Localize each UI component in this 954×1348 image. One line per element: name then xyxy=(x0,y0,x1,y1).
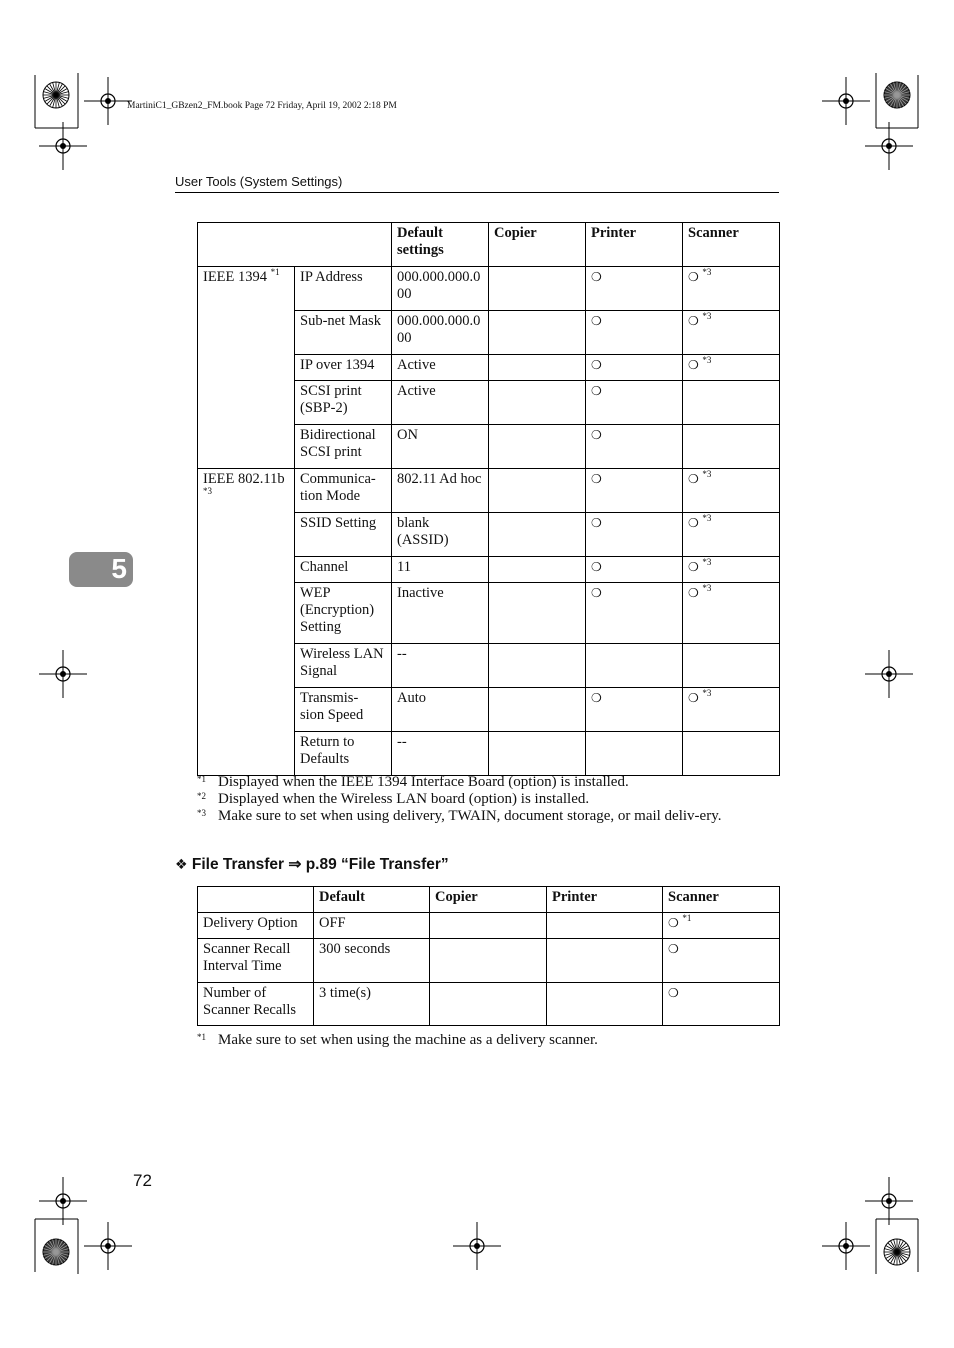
table-row xyxy=(198,983,780,1026)
setting-name: Return to Defaults xyxy=(295,732,392,776)
available-icon: ❍ xyxy=(591,270,602,284)
footnotes-file-transfer xyxy=(197,1032,779,1049)
col-header-scanner: Scanner xyxy=(663,887,780,913)
available-icon: ❍ xyxy=(591,384,602,398)
copier-cell xyxy=(489,557,586,583)
available-icon: ❍ xyxy=(688,560,699,574)
copier-cell xyxy=(489,425,586,469)
default-value: Active xyxy=(392,355,489,381)
table-row xyxy=(198,469,780,513)
header-blank-cell xyxy=(198,887,314,913)
available-icon: ❍ xyxy=(591,516,602,530)
printer-cell xyxy=(586,513,683,557)
footnote-ref: *3 xyxy=(702,311,712,321)
copier-cell xyxy=(489,381,586,425)
available-icon: ❍ xyxy=(591,428,602,442)
section-title: File Transfer xyxy=(191,856,285,873)
scanner-cell xyxy=(683,267,780,311)
available-icon: ❍ xyxy=(591,691,602,705)
printer-cell xyxy=(586,425,683,469)
printer-cell xyxy=(586,644,683,688)
available-icon: ❍ xyxy=(688,314,699,328)
table-row xyxy=(198,267,780,311)
available-icon: ❍ xyxy=(591,586,602,600)
registration-target-icon xyxy=(822,77,870,125)
setting-name: IP Address xyxy=(295,267,392,311)
available-icon: ❍ xyxy=(668,916,679,930)
available-icon: ❍ xyxy=(688,691,699,705)
footnote-text: Displayed when the Wireless LAN board (option) is installed. xyxy=(218,791,590,807)
scanner-cell xyxy=(683,732,780,776)
footnote-mark: *2 xyxy=(197,791,206,801)
header-rule xyxy=(175,192,779,193)
registration-sunburst-icon xyxy=(43,1239,69,1265)
col-header-printer: Printer xyxy=(547,887,663,913)
col-header-printer: Printer xyxy=(586,223,683,267)
group-label-cell xyxy=(198,469,295,776)
setting-name: Transmis- sion Speed xyxy=(295,688,392,732)
copier-cell xyxy=(489,644,586,688)
running-header: User Tools (System Settings) xyxy=(175,174,343,189)
page-number: 72 xyxy=(133,1171,152,1190)
chapter-number: 5 xyxy=(111,553,127,584)
scanner-cell xyxy=(663,983,780,1026)
default-value: 000.000.000.0 00 xyxy=(392,311,489,355)
registration-sunburst-icon xyxy=(884,1239,910,1265)
scanner-cell xyxy=(683,311,780,355)
footnote-ref: *3 xyxy=(702,469,712,479)
setting-name: Delivery Option xyxy=(198,913,314,939)
setting-name: Communica- tion Mode xyxy=(295,469,392,513)
registration-target-icon xyxy=(39,1177,87,1225)
registration-sunburst-icon xyxy=(43,82,69,108)
scanner-cell xyxy=(683,557,780,583)
copier-cell xyxy=(430,983,547,1026)
default-value: Auto xyxy=(392,688,489,732)
scanner-cell xyxy=(683,381,780,425)
printer-cell xyxy=(547,939,663,983)
setting-name: SSID Setting xyxy=(295,513,392,557)
group-label: IEEE 1394 xyxy=(203,269,268,285)
footnote-text: Make sure to set when using the machine as a delivery scanner. xyxy=(218,1032,598,1048)
footnote xyxy=(197,808,779,825)
copier-cell xyxy=(430,913,547,939)
group-label-cell xyxy=(198,267,295,469)
setting-name: IP over 1394 xyxy=(295,355,392,381)
footnote-ref: *3 xyxy=(702,688,712,698)
default-value: -- xyxy=(392,644,489,688)
default-value: OFF xyxy=(314,913,430,939)
footnote-text: Make sure to set when using delivery, TWAIN, document storage, or mail deliv-ery. xyxy=(218,808,722,824)
available-icon: ❍ xyxy=(688,358,699,372)
footnote-ref: *3 xyxy=(702,267,712,277)
scanner-cell xyxy=(683,355,780,381)
available-icon: ❍ xyxy=(591,560,602,574)
printer-cell xyxy=(586,557,683,583)
printer-cell xyxy=(586,311,683,355)
footnote-mark: *3 xyxy=(197,808,206,818)
copier-cell xyxy=(489,311,586,355)
registration-target-icon xyxy=(84,77,132,125)
setting-name: Channel xyxy=(295,557,392,583)
header-blank-cell xyxy=(198,223,392,267)
table-row xyxy=(198,913,780,939)
section-reference: p.89 “File Transfer” xyxy=(305,856,449,873)
footnote xyxy=(197,791,779,808)
registration-sunburst-icon xyxy=(884,82,910,108)
default-value: Inactive xyxy=(392,583,489,644)
scanner-cell xyxy=(683,425,780,469)
printer-cell xyxy=(547,983,663,1026)
available-icon: ❍ xyxy=(688,516,699,530)
registration-target-icon xyxy=(822,1222,870,1270)
footnote-ref: *3 xyxy=(702,583,712,593)
copier-cell xyxy=(489,469,586,513)
arrow-icon: ⇒ xyxy=(288,856,302,873)
default-value: Active xyxy=(392,381,489,425)
scanner-cell xyxy=(683,469,780,513)
scanner-cell xyxy=(663,939,780,983)
footnote-ref: *3 xyxy=(702,355,712,365)
group-label: IEEE 802.11b xyxy=(203,471,285,487)
default-value: 11 xyxy=(392,557,489,583)
printer-cell xyxy=(586,355,683,381)
default-value: 802.11 Ad hoc xyxy=(392,469,489,513)
col-header-copier: Copier xyxy=(489,223,586,267)
printer-cell xyxy=(586,469,683,513)
setting-name: Number of Scanner Recalls xyxy=(198,983,314,1026)
footnote-ref: *3 xyxy=(702,557,712,567)
registration-target-icon xyxy=(865,122,913,170)
scanner-cell xyxy=(663,913,780,939)
footnote-ref: *3 xyxy=(203,486,212,496)
diamond-icon: ❖ xyxy=(175,857,188,873)
available-icon: ❍ xyxy=(668,942,679,956)
registration-target-icon xyxy=(39,650,87,698)
table-row xyxy=(198,939,780,983)
setting-name: Sub-net Mask xyxy=(295,311,392,355)
registration-target-icon xyxy=(39,122,87,170)
available-icon: ❍ xyxy=(668,986,679,1000)
footnotes-network xyxy=(197,774,779,825)
col-header-copier: Copier xyxy=(430,887,547,913)
footnote xyxy=(197,1032,779,1049)
printer-cell xyxy=(586,688,683,732)
registration-target-icon xyxy=(865,1177,913,1225)
footnote-text: Displayed when the IEEE 1394 Interface Board (option) is installed. xyxy=(218,774,629,790)
section-heading xyxy=(175,855,449,874)
setting-name: WEP (Encryption) Setting xyxy=(295,583,392,644)
col-header-default: Default xyxy=(314,887,430,913)
network-settings-table xyxy=(197,222,780,776)
available-icon: ❍ xyxy=(591,358,602,372)
copier-cell xyxy=(489,267,586,311)
chapter-tab xyxy=(69,552,133,587)
setting-name: Wireless LAN Signal xyxy=(295,644,392,688)
copier-cell xyxy=(489,513,586,557)
setting-name: Bidirectional SCSI print xyxy=(295,425,392,469)
footnote xyxy=(197,774,779,791)
default-value: blank (ASSID) xyxy=(392,513,489,557)
available-icon: ❍ xyxy=(688,472,699,486)
file-info: MartiniC1_GBzen2_FM.book Page 72 Friday, April 19, 2002 2:18 PM xyxy=(127,101,397,111)
copier-cell xyxy=(489,355,586,381)
copier-cell xyxy=(489,583,586,644)
col-header-scanner: Scanner xyxy=(683,223,780,267)
footnote-ref: *1 xyxy=(682,913,692,923)
default-value: 3 time(s) xyxy=(314,983,430,1026)
available-icon: ❍ xyxy=(688,586,699,600)
footnote-ref: *3 xyxy=(702,513,712,523)
printer-cell xyxy=(586,732,683,776)
available-icon: ❍ xyxy=(591,314,602,328)
scanner-cell xyxy=(683,644,780,688)
setting-name: SCSI print (SBP-2) xyxy=(295,381,392,425)
printer-cell xyxy=(547,913,663,939)
default-value: ON xyxy=(392,425,489,469)
scanner-cell xyxy=(683,513,780,557)
footnote-ref: *1 xyxy=(270,267,280,277)
registration-target-icon xyxy=(865,650,913,698)
default-value: 300 seconds xyxy=(314,939,430,983)
available-icon: ❍ xyxy=(591,472,602,486)
col-header-default: Default settings xyxy=(392,223,489,267)
copier-cell xyxy=(489,732,586,776)
copier-cell xyxy=(430,939,547,983)
file-transfer-table xyxy=(197,886,780,1026)
printer-cell xyxy=(586,267,683,311)
printer-cell xyxy=(586,381,683,425)
scanner-cell xyxy=(683,688,780,732)
footnote-mark: *1 xyxy=(197,774,206,784)
copier-cell xyxy=(489,688,586,732)
printer-cell xyxy=(586,583,683,644)
registration-target-icon xyxy=(453,1222,501,1270)
available-icon: ❍ xyxy=(688,270,699,284)
footnote-mark: *1 xyxy=(197,1032,206,1042)
setting-name: Scanner Recall Interval Time xyxy=(198,939,314,983)
default-value: 000.000.000.0 00 xyxy=(392,267,489,311)
default-value: -- xyxy=(392,732,489,776)
scanner-cell xyxy=(683,583,780,644)
registration-target-icon xyxy=(84,1222,132,1270)
